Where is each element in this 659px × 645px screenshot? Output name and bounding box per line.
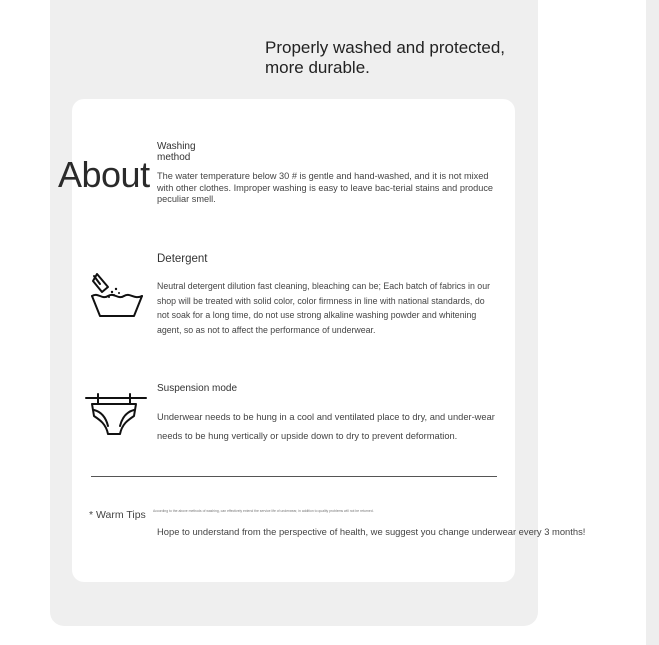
section-title-suspension: Suspension mode [157, 383, 238, 394]
section-title-detergent: Detergent [157, 253, 208, 265]
warm-tips-fine-print: According to the above methods of washing, can effectively extend the service life of underwear, in addition to quality problems will not be returned. [153, 509, 374, 513]
section-title-washing: Washing method [157, 141, 196, 163]
right-edge-strip [646, 0, 659, 645]
headline: Properly washed and protected, more durable. [265, 38, 506, 77]
warm-tips-label: * Warm Tips [89, 509, 146, 521]
hanging-underwear-icon [84, 392, 148, 445]
warm-tips-note: Hope to understand from the perspective of health, we suggest you change underwear every 3 months! [157, 526, 586, 537]
section-body-detergent: Neutral detergent dilution fast cleaning, bleaching can be; Each batch of fabrics in our shop will be treated with solid color, color firmness in line with national standards, do not soak for a long time, do not use strong alkaline washing powder and whitening agent, so as not to affect the performance of underwear. [157, 281, 491, 335]
detergent-basin-icon [88, 270, 146, 327]
divider [91, 476, 497, 477]
about-heading: About [58, 154, 150, 195]
section-body-suspension: Underwear needs to be hung in a cool and ventilated place to dry, and under-wear needs to be hung vertically or upside down to dry to prevent deformation. [157, 412, 495, 441]
section-body-washing: The water temperature below 30 # is gentle and hand-washed, and it is not mixed with other clothes. Improper washing is easy to leave bac-terial stains and produce peculiar smell. [157, 171, 494, 204]
